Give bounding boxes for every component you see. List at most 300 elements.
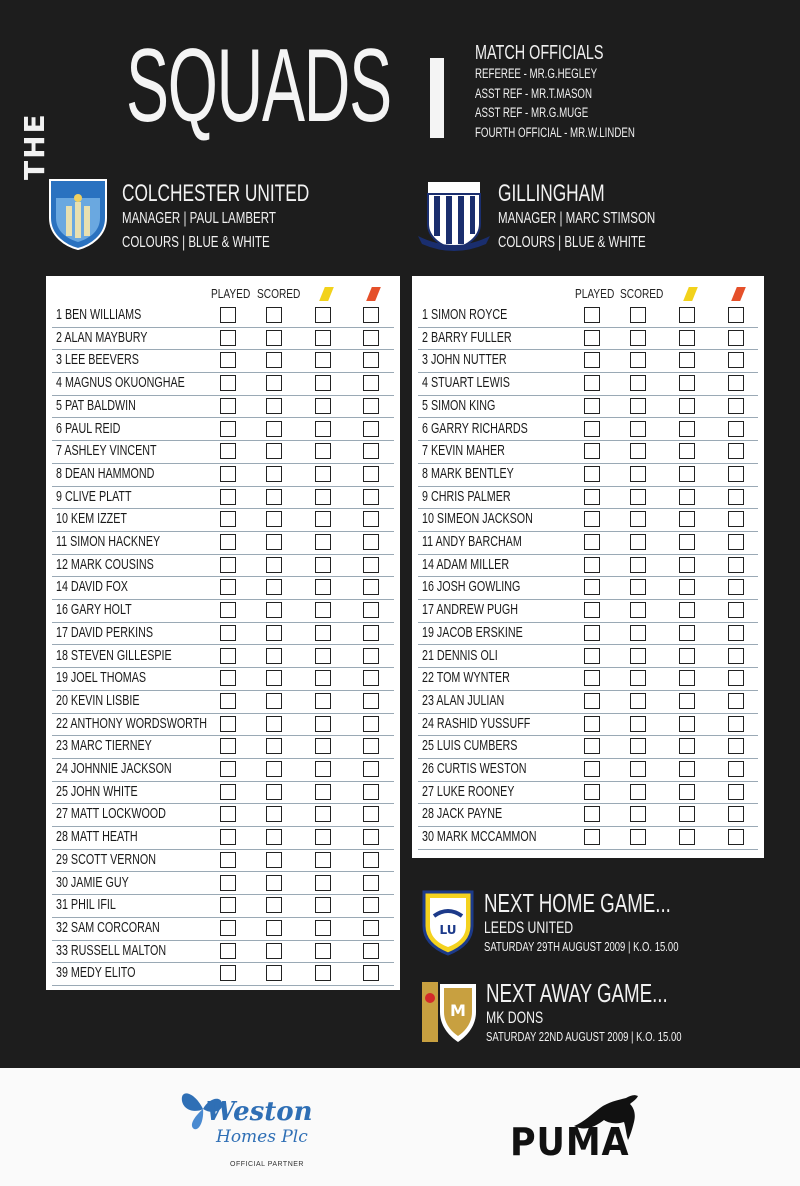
red-card-checkbox[interactable]	[363, 784, 379, 800]
scored-checkbox[interactable]	[266, 784, 282, 800]
yellow-card-checkbox[interactable]	[315, 761, 331, 777]
player-row	[52, 349, 394, 373]
player-name: 11 ANDY BARCHAM	[422, 534, 522, 550]
player-row	[52, 872, 394, 896]
yellow-card-checkbox[interactable]	[315, 421, 331, 437]
scored-checkbox[interactable]	[266, 648, 282, 664]
red-card-checkbox[interactable]	[363, 648, 379, 664]
player-row	[418, 304, 758, 328]
scored-checkbox[interactable]	[266, 965, 282, 981]
yellow-card-checkbox[interactable]	[315, 443, 331, 459]
player-row	[418, 508, 758, 532]
red-card-checkbox[interactable]	[728, 557, 744, 573]
red-card-checkbox[interactable]	[728, 398, 744, 414]
scored-checkbox[interactable]	[630, 511, 646, 527]
red-card-checkbox[interactable]	[728, 375, 744, 391]
red-card-checkbox[interactable]	[728, 784, 744, 800]
yellow-card-checkbox[interactable]	[315, 466, 331, 482]
player-row	[52, 304, 394, 328]
red-card-checkbox[interactable]	[363, 761, 379, 777]
yellow-card-checkbox[interactable]	[315, 557, 331, 573]
scored-checkbox[interactable]	[266, 534, 282, 550]
scored-checkbox[interactable]	[630, 670, 646, 686]
player-row	[52, 486, 394, 510]
yellow-card-checkbox[interactable]	[679, 466, 695, 482]
scored-checkbox[interactable]	[630, 443, 646, 459]
red-card-checkbox[interactable]	[728, 806, 744, 822]
red-card-checkbox[interactable]	[363, 897, 379, 913]
yellow-card-checkbox[interactable]	[679, 557, 695, 573]
played-checkbox[interactable]	[220, 761, 236, 777]
scored-checkbox[interactable]	[630, 557, 646, 573]
red-card-checkbox[interactable]	[728, 330, 744, 346]
leeds-crest-icon	[420, 888, 476, 956]
played-checkbox[interactable]	[584, 648, 600, 664]
red-card-checkbox[interactable]	[728, 466, 744, 482]
home-team-info	[122, 180, 382, 258]
player-name: 22 TOM WYNTER	[422, 670, 510, 687]
red-card-checkbox[interactable]	[363, 738, 379, 754]
yellow-card-checkbox[interactable]	[315, 398, 331, 414]
player-row	[52, 531, 394, 555]
player-name: 27 MATT LOCKWOOD	[56, 806, 166, 823]
played-checkbox[interactable]	[220, 398, 236, 414]
played-checkbox[interactable]	[220, 693, 236, 709]
player-name: 19 JOEL THOMAS	[56, 670, 147, 687]
yellow-card-checkbox[interactable]	[315, 784, 331, 800]
scored-checkbox[interactable]	[266, 579, 282, 595]
yellow-card-checkbox[interactable]	[679, 670, 695, 686]
yellow-card-checkbox[interactable]	[315, 648, 331, 664]
played-checkbox[interactable]	[584, 784, 600, 800]
scored-checkbox[interactable]	[266, 943, 282, 959]
played-checkbox[interactable]	[220, 852, 236, 868]
player-name: 2 BARRY FULLER	[422, 329, 512, 346]
player-name: 30 JAMIE GUY	[56, 874, 129, 891]
played-checkbox[interactable]	[584, 330, 600, 346]
player-row	[52, 622, 394, 646]
yellow-card-checkbox[interactable]	[315, 511, 331, 527]
played-checkbox[interactable]	[220, 489, 236, 505]
red-card-checkbox[interactable]	[728, 489, 744, 505]
official-fourth: FOURTH OFFICIAL - MR.W.LINDEN	[475, 124, 635, 140]
red-card-checkbox[interactable]	[363, 330, 379, 346]
played-checkbox[interactable]	[220, 897, 236, 913]
red-card-checkbox[interactable]	[363, 421, 379, 437]
yellow-card-checkbox[interactable]	[679, 602, 695, 618]
played-checkbox[interactable]	[220, 443, 236, 459]
yellow-card-checkbox[interactable]	[679, 421, 695, 437]
gillingham-crest-icon	[416, 180, 492, 254]
yellow-card-checkbox[interactable]	[315, 875, 331, 891]
red-card-checkbox[interactable]	[728, 443, 744, 459]
yellow-card-checkbox[interactable]	[679, 398, 695, 414]
played-checkbox[interactable]	[220, 875, 236, 891]
played-checkbox[interactable]	[584, 670, 600, 686]
played-checkbox[interactable]	[584, 761, 600, 777]
played-checkbox[interactable]	[220, 920, 236, 936]
played-checkbox[interactable]	[584, 625, 600, 641]
scored-checkbox[interactable]	[630, 330, 646, 346]
scored-checkbox[interactable]	[630, 421, 646, 437]
player-name: 16 JOSH GOWLING	[422, 579, 521, 596]
player-name: 1 SIMON ROYCE	[422, 307, 508, 323]
red-card-checkbox[interactable]	[728, 511, 744, 527]
played-checkbox[interactable]	[220, 625, 236, 641]
player-row	[52, 894, 394, 918]
red-card-checkbox[interactable]	[728, 670, 744, 686]
yellow-card-checkbox[interactable]	[315, 920, 331, 936]
red-card-checkbox[interactable]	[363, 670, 379, 686]
yellow-card-checkbox[interactable]	[315, 738, 331, 754]
red-card-checkbox[interactable]	[363, 965, 379, 981]
played-checkbox[interactable]	[584, 557, 600, 573]
red-card-checkbox[interactable]	[363, 352, 379, 368]
played-checkbox[interactable]	[584, 421, 600, 437]
yellow-card-checkbox[interactable]	[315, 307, 331, 323]
red-card-checkbox[interactable]	[363, 943, 379, 959]
played-checkbox[interactable]	[584, 398, 600, 414]
played-checkbox[interactable]	[584, 375, 600, 391]
played-checkbox[interactable]	[220, 330, 236, 346]
player-row	[52, 940, 394, 964]
player-name: 30 MARK MCCAMMON	[422, 829, 537, 846]
yellow-card-checkbox[interactable]	[315, 330, 331, 346]
scored-checkbox[interactable]	[266, 852, 282, 868]
player-row	[418, 372, 758, 396]
away-team-info	[498, 180, 716, 258]
red-card-checkbox[interactable]	[728, 829, 744, 845]
red-card-checkbox[interactable]	[728, 579, 744, 595]
scored-checkbox[interactable]	[266, 761, 282, 777]
player-row	[418, 440, 758, 464]
played-checkbox[interactable]	[220, 466, 236, 482]
played-checkbox[interactable]	[220, 716, 236, 732]
player-row	[418, 599, 758, 623]
yellow-card-checkbox[interactable]	[679, 693, 695, 709]
scored-checkbox[interactable]	[630, 648, 646, 664]
scored-checkbox[interactable]	[266, 738, 282, 754]
played-checkbox[interactable]	[220, 965, 236, 981]
scored-checkbox[interactable]	[630, 466, 646, 482]
red-card-checkbox[interactable]	[363, 489, 379, 505]
official-partner-label: OFFICIAL PARTNER	[230, 1161, 304, 1168]
page-title: SQUADS	[126, 28, 391, 144]
played-checkbox[interactable]	[220, 352, 236, 368]
yellow-card-checkbox[interactable]	[679, 648, 695, 664]
player-row	[418, 418, 758, 442]
next-away-opponent: MK DONS	[486, 1008, 544, 1027]
played-checkbox[interactable]	[220, 534, 236, 550]
scored-checkbox[interactable]	[266, 352, 282, 368]
scored-checkbox[interactable]	[266, 829, 282, 845]
scored-checkbox[interactable]	[630, 738, 646, 754]
officials-title: MATCH OFFICIALS	[475, 42, 604, 64]
yellow-card-checkbox[interactable]	[315, 352, 331, 368]
yellow-card-checkbox[interactable]	[315, 534, 331, 550]
player-row	[52, 418, 394, 442]
played-checkbox[interactable]	[584, 466, 600, 482]
red-card-checkbox[interactable]	[363, 307, 379, 323]
yellow-card-checkbox[interactable]	[315, 806, 331, 822]
red-card-checkbox[interactable]	[728, 534, 744, 550]
red-card-checkbox[interactable]	[363, 579, 379, 595]
player-row	[52, 599, 394, 623]
player-name: 29 SCOTT VERNON	[56, 851, 156, 868]
played-checkbox[interactable]	[584, 534, 600, 550]
yellow-card-checkbox[interactable]	[315, 965, 331, 981]
scored-checkbox[interactable]	[266, 693, 282, 709]
player-name: 17 ANDREW PUGH	[422, 602, 519, 619]
yellow-card-checkbox[interactable]	[315, 375, 331, 391]
red-card-checkbox[interactable]	[363, 511, 379, 527]
red-card-checkbox[interactable]	[728, 602, 744, 618]
played-checkbox[interactable]	[584, 579, 600, 595]
red-card-checkbox[interactable]	[363, 534, 379, 550]
scored-checkbox[interactable]	[266, 557, 282, 573]
played-checkbox[interactable]	[220, 602, 236, 618]
played-checkbox[interactable]	[584, 693, 600, 709]
player-name: 9 CHRIS PALMER	[422, 488, 511, 505]
player-name: 24 RASHID YUSSUFF	[422, 715, 531, 732]
red-card-checkbox[interactable]	[728, 738, 744, 754]
scored-checkbox[interactable]	[266, 511, 282, 527]
red-card-checkbox[interactable]	[363, 806, 379, 822]
scored-checkbox[interactable]	[266, 421, 282, 437]
red-card-checkbox[interactable]	[728, 421, 744, 437]
player-name: 6 GARRY RICHARDS	[422, 420, 528, 437]
red-card-checkbox[interactable]	[363, 693, 379, 709]
played-checkbox[interactable]	[584, 352, 600, 368]
scored-checkbox[interactable]	[266, 806, 282, 822]
colchester-crest-icon	[46, 176, 110, 250]
sponsor-strip	[0, 1068, 800, 1186]
red-card-checkbox[interactable]	[363, 829, 379, 845]
player-name: 26 CURTIS WESTON	[422, 761, 527, 777]
player-row	[418, 826, 758, 850]
red-card-checkbox[interactable]	[363, 716, 379, 732]
played-header: PLAYED	[211, 286, 251, 301]
red-card-checkbox[interactable]	[363, 875, 379, 891]
played-checkbox[interactable]	[220, 670, 236, 686]
red-card-checkbox[interactable]	[363, 466, 379, 482]
played-checkbox[interactable]	[220, 829, 236, 845]
yellow-card-checkbox[interactable]	[679, 716, 695, 732]
scored-checkbox[interactable]	[630, 534, 646, 550]
yellow-card-checkbox[interactable]	[679, 806, 695, 822]
player-name: 19 JACOB ERSKINE	[422, 624, 523, 641]
player-name: 5 PAT BALDWIN	[56, 397, 136, 414]
played-checkbox[interactable]	[584, 511, 600, 527]
played-checkbox[interactable]	[584, 738, 600, 754]
player-name: 17 DAVID PERKINS	[56, 624, 154, 641]
played-checkbox[interactable]	[220, 648, 236, 664]
red-card-checkbox[interactable]	[363, 398, 379, 414]
red-card-checkbox[interactable]	[728, 761, 744, 777]
played-checkbox[interactable]	[584, 443, 600, 459]
player-row	[52, 327, 394, 351]
red-card-checkbox[interactable]	[728, 716, 744, 732]
played-checkbox[interactable]	[584, 489, 600, 505]
scored-checkbox[interactable]	[266, 625, 282, 641]
scored-checkbox[interactable]	[266, 466, 282, 482]
played-checkbox[interactable]	[584, 806, 600, 822]
scored-checkbox[interactable]	[266, 875, 282, 891]
player-name: 4 MAGNUS OKUONGHAE	[56, 375, 185, 392]
scored-checkbox[interactable]	[630, 307, 646, 323]
puma-logo	[508, 1092, 643, 1167]
player-name: 27 LUKE ROONEY	[422, 783, 515, 800]
scored-checkbox[interactable]	[630, 693, 646, 709]
player-row	[52, 826, 394, 850]
yellow-card-checkbox[interactable]	[679, 375, 695, 391]
played-checkbox[interactable]	[220, 307, 236, 323]
official-asst-ref-1: ASST REF - MR.T.MASON	[475, 85, 593, 101]
played-checkbox[interactable]	[584, 829, 600, 845]
player-row	[418, 667, 758, 691]
scored-checkbox[interactable]	[630, 352, 646, 368]
player-name: 32 SAM CORCORAN	[56, 919, 160, 936]
scored-header: SCORED	[620, 286, 664, 301]
scored-checkbox[interactable]	[630, 806, 646, 822]
scored-header: SCORED	[257, 286, 301, 301]
red-card-checkbox[interactable]	[728, 648, 744, 664]
yellow-card-checkbox[interactable]	[315, 693, 331, 709]
red-card-checkbox[interactable]	[363, 557, 379, 573]
puma-wordmark: PUMA	[510, 1120, 630, 1164]
played-checkbox[interactable]	[584, 307, 600, 323]
scored-checkbox[interactable]	[630, 716, 646, 732]
played-checkbox[interactable]	[220, 557, 236, 573]
player-row	[418, 735, 758, 759]
official-asst-ref-2: ASST REF - MR.G.MUGE	[475, 105, 589, 120]
player-row	[52, 576, 394, 600]
scored-checkbox[interactable]	[266, 330, 282, 346]
red-card-checkbox[interactable]	[728, 693, 744, 709]
yellow-card-checkbox[interactable]	[315, 943, 331, 959]
played-checkbox[interactable]	[220, 579, 236, 595]
scored-checkbox[interactable]	[630, 398, 646, 414]
svg-text:M: M	[450, 1001, 466, 1020]
yellow-card-checkbox[interactable]	[315, 897, 331, 913]
next-away-title: NEXT AWAY GAME...	[486, 978, 668, 1008]
yellow-card-checkbox[interactable]	[679, 511, 695, 527]
title-divider	[430, 58, 444, 138]
played-checkbox[interactable]	[584, 716, 600, 732]
yellow-card-checkbox[interactable]	[315, 829, 331, 845]
scored-checkbox[interactable]	[266, 489, 282, 505]
red-card-checkbox[interactable]	[363, 852, 379, 868]
red-card-checkbox[interactable]	[363, 920, 379, 936]
scored-checkbox[interactable]	[266, 670, 282, 686]
player-name: 28 MATT HEATH	[56, 829, 138, 846]
yellow-card-checkbox[interactable]	[315, 852, 331, 868]
red-card-checkbox[interactable]	[728, 307, 744, 323]
yellow-card-checkbox[interactable]	[679, 534, 695, 550]
scored-checkbox[interactable]	[630, 784, 646, 800]
player-name: 33 RUSSELL MALTON	[56, 942, 167, 959]
red-card-checkbox[interactable]	[363, 602, 379, 618]
scored-checkbox[interactable]	[630, 602, 646, 618]
yellow-card-checkbox[interactable]	[679, 489, 695, 505]
played-checkbox[interactable]	[220, 421, 236, 437]
played-checkbox[interactable]	[220, 375, 236, 391]
yellow-card-checkbox[interactable]	[679, 761, 695, 777]
player-row	[52, 372, 394, 396]
red-card-checkbox[interactable]	[728, 625, 744, 641]
yellow-card-checkbox[interactable]	[679, 579, 695, 595]
scored-checkbox[interactable]	[266, 602, 282, 618]
player-row	[418, 645, 758, 669]
red-card-checkbox[interactable]	[363, 625, 379, 641]
scored-checkbox[interactable]	[266, 716, 282, 732]
played-checkbox[interactable]	[220, 738, 236, 754]
scored-checkbox[interactable]	[266, 897, 282, 913]
away-table-header	[412, 286, 764, 302]
player-row	[52, 803, 394, 827]
player-row	[52, 758, 394, 782]
yellow-card-checkbox[interactable]	[679, 625, 695, 641]
scored-checkbox[interactable]	[266, 443, 282, 459]
scored-checkbox[interactable]	[630, 625, 646, 641]
yellow-card-checkbox[interactable]	[679, 307, 695, 323]
svg-text:LU: LU	[439, 923, 457, 937]
official-referee: REFEREE - MR.G.HEGLEY	[475, 66, 598, 81]
scored-checkbox[interactable]	[266, 375, 282, 391]
red-card-checkbox[interactable]	[363, 443, 379, 459]
yellow-card-checkbox[interactable]	[315, 625, 331, 641]
scored-checkbox[interactable]	[630, 579, 646, 595]
yellow-card-checkbox[interactable]	[315, 579, 331, 595]
player-name: 18 STEVEN GILLESPIE	[56, 647, 172, 664]
played-checkbox[interactable]	[220, 943, 236, 959]
next-away-date: SATURDAY 22ND AUGUST 2009 | K.O. 15.00	[486, 1030, 682, 1044]
scored-checkbox[interactable]	[266, 398, 282, 414]
yellow-card-checkbox[interactable]	[315, 716, 331, 732]
scored-checkbox[interactable]	[266, 307, 282, 323]
scored-checkbox[interactable]	[630, 761, 646, 777]
scored-checkbox[interactable]	[266, 920, 282, 936]
player-name: 3 LEE BEEVERS	[56, 352, 139, 369]
played-checkbox[interactable]	[220, 806, 236, 822]
scored-checkbox[interactable]	[630, 489, 646, 505]
yellow-card-checkbox[interactable]	[679, 784, 695, 800]
player-name: 7 ASHLEY VINCENT	[56, 443, 157, 460]
player-row	[52, 554, 394, 578]
yellow-card-checkbox[interactable]	[315, 489, 331, 505]
yellow-card-checkbox[interactable]	[679, 443, 695, 459]
yellow-card-checkbox[interactable]	[679, 352, 695, 368]
played-checkbox[interactable]	[584, 602, 600, 618]
scored-checkbox[interactable]	[630, 829, 646, 845]
player-name: 25 JOHN WHITE	[56, 783, 138, 800]
yellow-card-checkbox[interactable]	[679, 829, 695, 845]
yellow-card-checkbox[interactable]	[315, 602, 331, 618]
yellow-card-checkbox[interactable]	[679, 738, 695, 754]
played-checkbox[interactable]	[220, 511, 236, 527]
player-row	[418, 576, 758, 600]
played-checkbox[interactable]	[220, 784, 236, 800]
player-row	[418, 713, 758, 737]
scored-checkbox[interactable]	[630, 375, 646, 391]
match-officials	[475, 42, 697, 144]
yellow-card-checkbox[interactable]	[679, 330, 695, 346]
red-card-checkbox[interactable]	[363, 375, 379, 391]
player-name: 23 MARC TIERNEY	[56, 738, 152, 755]
player-name: 14 DAVID FOX	[56, 579, 128, 596]
yellow-card-checkbox[interactable]	[315, 670, 331, 686]
red-card-checkbox[interactable]	[728, 352, 744, 368]
